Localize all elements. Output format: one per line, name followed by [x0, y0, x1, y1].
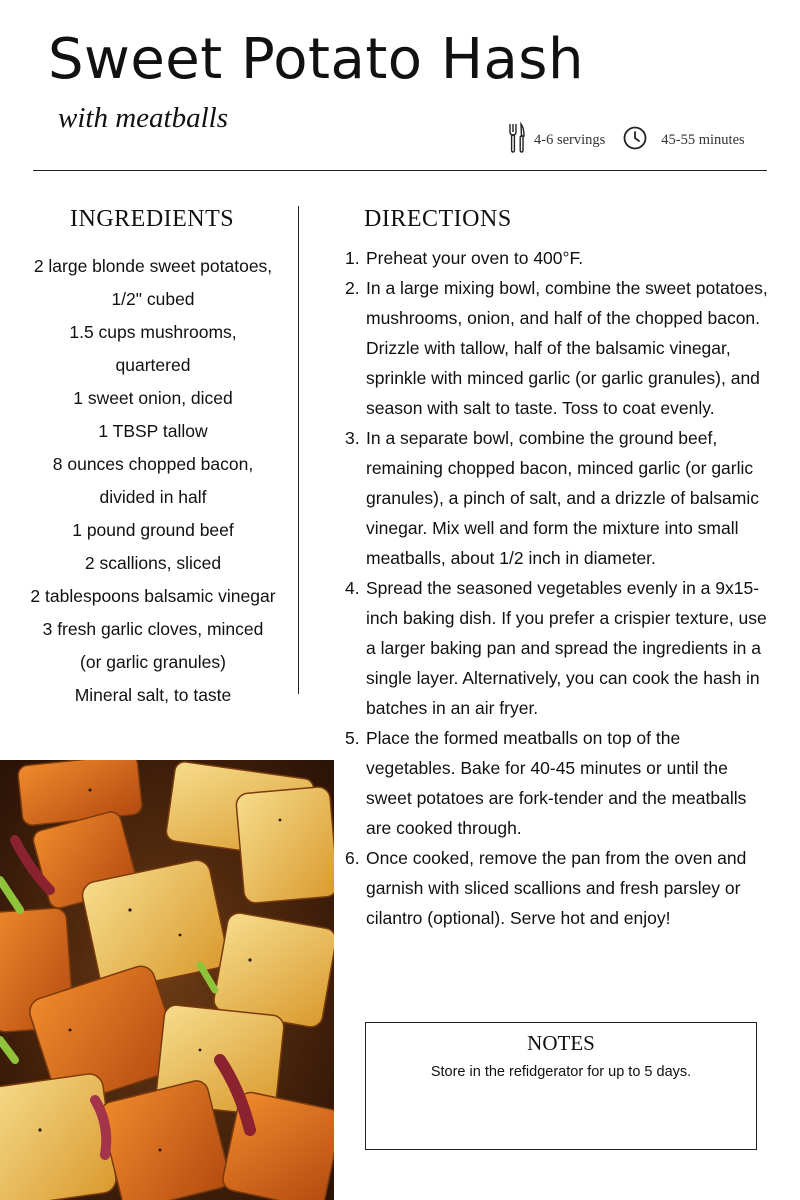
notes-heading: NOTES	[527, 1031, 595, 1055]
direction-step	[345, 843, 770, 933]
recipe-subtitle: with meatballs	[58, 102, 228, 134]
direction-step	[345, 273, 770, 423]
step-text: In a separate bowl, combine the ground beef, remaining chopped bacon, minced garlic (or garlic granules), a pinch of salt, and a drizzle of balsamic vinegar. Mix well and form the mixture into small meatballs, about 1/2 inch in diameter.	[366, 428, 759, 568]
ingredient-item: 3 fresh garlic cloves, minced (or garlic granules)	[42, 619, 264, 672]
ingredients-list	[30, 250, 276, 712]
ingredient-item: 1 sweet onion, diced	[73, 388, 233, 408]
step-number: 3.	[345, 428, 360, 448]
step-text: Preheat your oven to 400°F.	[366, 248, 584, 268]
step-text: Place the formed meatballs on top of the vegetables. Bake for 40-45 minutes or until the sweet potatoes are fork-tender and the meatballs are cooked through.	[366, 728, 747, 838]
ingredient-item: 8 ounces chopped bacon, divided in half	[52, 454, 254, 507]
step-number: 4.	[345, 578, 360, 598]
ingredient-item: 1 pound ground beef	[72, 520, 234, 540]
recipe-title: Sweet Potato Hash	[48, 27, 584, 92]
fork-knife-icon	[508, 122, 526, 159]
ingredient-item: 2 scallions, sliced	[84, 553, 222, 573]
recipe-meta	[508, 122, 745, 159]
ingredient-item: 1.5 cups mushrooms, quartered	[69, 322, 237, 375]
directions-heading: DIRECTIONS	[364, 206, 512, 232]
ingredient-item: 1 TBSP tallow	[98, 421, 208, 441]
ingredients-heading: INGREDIENTS	[70, 206, 235, 232]
step-text: In a large mixing bowl, combine the sweet potatoes, mushrooms, onion, and half of the chopped bacon. Drizzle with tallow, half of the balsamic vinegar, sprinkle with minced garlic (or garlic granules), and season with salt to taste. Toss to coat evenly.	[366, 278, 768, 418]
ingredient-item: 2 large blonde sweet potatoes, 1/2" cubed	[33, 256, 273, 309]
column-divider	[298, 206, 299, 694]
step-number: 1.	[345, 248, 360, 268]
ingredient-item: Mineral salt, to taste	[74, 685, 232, 705]
step-number: 5.	[345, 728, 360, 748]
notes-text: Store in the refidgerator for up to 5 days.	[430, 1064, 692, 1080]
food-photo	[0, 760, 334, 1200]
step-number: 6.	[345, 848, 360, 868]
notes-box	[365, 1022, 757, 1150]
servings-text: 4-6 servings	[534, 132, 606, 148]
direction-step	[345, 723, 770, 843]
direction-step	[345, 423, 770, 573]
time-text: 45-55 minutes	[661, 132, 745, 148]
directions-list	[345, 243, 770, 933]
step-text: Spread the seasoned vegetables evenly in a 9x15-inch baking dish. If you prefer a crispier texture, use a larger baking pan and spread the ingredients in a single layer. Alternatively, you can cook the hash in batches in an air fryer.	[366, 578, 767, 718]
header-divider	[33, 170, 767, 171]
step-text: Once cooked, remove the pan from the oven and garnish with sliced scallions and fresh parsley or cilantro (optional). Serve hot and enjoy!	[366, 848, 747, 928]
direction-step	[345, 573, 770, 723]
clock-icon	[623, 126, 647, 155]
direction-step	[345, 243, 770, 273]
ingredient-item: 2 tablespoons balsamic vinegar	[30, 586, 276, 606]
step-number: 2.	[345, 278, 360, 298]
